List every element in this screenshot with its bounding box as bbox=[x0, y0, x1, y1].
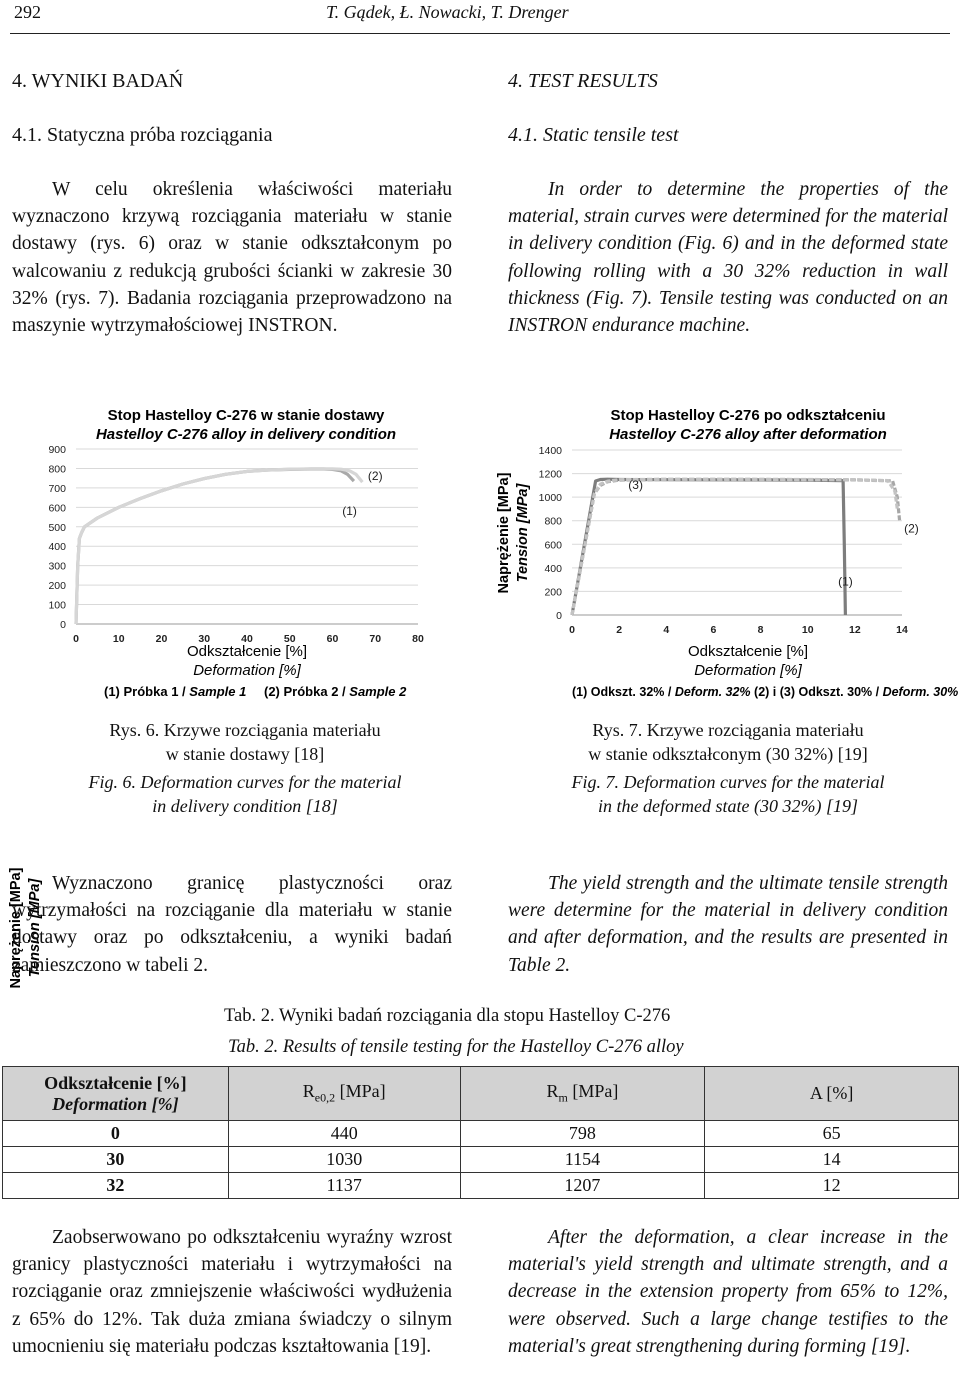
col-header-rm: $R_m$ [MPa] bbox=[460, 1067, 705, 1121]
fig6-annotation-2: (2) bbox=[367, 469, 383, 484]
header-rule bbox=[10, 33, 950, 34]
fig7-xtick-label: 14 bbox=[896, 624, 908, 636]
fig7-annotation-1: (1) bbox=[838, 574, 853, 589]
fig7-legend: (1) Odkszt. 32% / Deform. 32% (2) i (3) Odkszt. 30% / Deform. 30% bbox=[572, 685, 959, 699]
col-header-deformation: Odkształcenie [%] Deformation [%] bbox=[3, 1067, 229, 1121]
fig7-ytick-label: 800 bbox=[544, 515, 562, 528]
fig6-caption bbox=[40, 718, 450, 818]
paragraph-en-1: In order to determine the properties of the material, strain curves were determined for the material in delivery condition (Fig. 6) and in the deformed state following rolling with a 30 32% reduction in wall thickness (Fig. 7). Tensile testing was conducted on an INSTRON endurance machine. bbox=[508, 179, 948, 337]
subsection-heading-pl: 4.1. Statyczna próba rozciągania bbox=[12, 124, 273, 146]
fig6-legend-1: (1) Próbka 1 / Sample 1 bbox=[104, 684, 247, 699]
fig6-xtick-label: 70 bbox=[369, 633, 382, 645]
table-row: 32 1137 1207 12 bbox=[3, 1173, 959, 1199]
paragraph-pl-2: Wyznaczono granicę plastyczności oraz wytrzymałości na rozciąganie dla materiału w stanie dostawy oraz po odkształceniu, a wyniki badań zamieszczono w tabeli 2. bbox=[12, 873, 452, 976]
fig6-ytick-label: 0 bbox=[60, 619, 66, 631]
fig6-caption-en-1: Fig. 6. Deformation curves for the material bbox=[88, 772, 402, 792]
fig6-caption-en-2: in delivery condition [18] bbox=[152, 796, 338, 816]
fig6-xtick-label: 30 bbox=[198, 633, 211, 645]
fig7-xtick-label: 10 bbox=[801, 624, 814, 636]
fig7-subtitle: Hastelloy C-276 alloy after deformation bbox=[609, 426, 887, 443]
fig6-ytick-label: 200 bbox=[48, 580, 66, 593]
paragraph-en-3: After the deformation, a clear increase in the material's yield strength and ultimate strength, and a decrease in the extension property from 65% to 12%, were observed. Such a large change testifies to the material's great strengthening during forming [19]. bbox=[508, 1227, 948, 1357]
fig7-ytick-label: 200 bbox=[544, 586, 562, 599]
fig7-caption-pl-1: Rys. 7. Krzywe rozciągania materiału bbox=[592, 720, 864, 740]
col-header-a: A [%] bbox=[705, 1067, 959, 1121]
fig6-ytick-label: 800 bbox=[48, 463, 66, 476]
fig6-ylabel-en: Tension [MPa] bbox=[27, 878, 43, 978]
fig7-xlabel-en: Deformation [%] bbox=[694, 662, 802, 679]
fig7-ylabel: Naprężenie [MPa] bbox=[496, 472, 512, 594]
fig7-series-3 bbox=[572, 479, 897, 615]
section-heading-pl: 4. WYNIKI BADAŃ bbox=[12, 70, 184, 92]
fig7-ytick-label: 1200 bbox=[538, 468, 562, 481]
paragraph-pl-3: Zaobserwowano po odkształceniu wyraźny wzrost granicy plastyczności materiału i wytrzymałości na rozciąganie oraz zmniejszenie właściwości wydłużenia z 65% do 12%. Tak duża zmiana świadczy o silnym umocnieniu się materiału podczas kształtowania [19]. bbox=[12, 1227, 452, 1357]
fig7-xtick-label: 4 bbox=[663, 624, 670, 636]
fig7-ytick-label: 600 bbox=[544, 539, 562, 552]
subsection-heading-en: 4.1. Static tensile test bbox=[508, 124, 679, 146]
results-table bbox=[2, 1066, 959, 1199]
figure-7-chart bbox=[490, 400, 959, 705]
table-caption-pl: Tab. 2. Wyniki badań rozciągania dla stopu Hastelloy C-276 bbox=[224, 1006, 671, 1026]
fig6-ytick-label: 700 bbox=[48, 482, 66, 495]
fig7-ytick-label: 0 bbox=[556, 610, 562, 622]
fig6-ytick-label: 600 bbox=[48, 502, 66, 515]
fig7-ytick-label: 400 bbox=[544, 562, 562, 575]
fig6-xlabel-en: Deformation [%] bbox=[193, 662, 301, 679]
fig7-ytick-label: 1400 bbox=[538, 445, 562, 457]
fig7-title: Stop Hastelloy C-276 po odkształceniu bbox=[610, 407, 886, 424]
fig6-ylabel: Naprężenie [MPa] bbox=[8, 867, 24, 989]
fig7-caption-en-2: in the deformed state (30 32%) [19] bbox=[598, 796, 858, 816]
fig6-xtick-label: 10 bbox=[112, 633, 125, 645]
fig7-series-1 bbox=[572, 479, 845, 615]
table-caption-en: Tab. 2. Results of tensile testing for the Hastelloy C-276 alloy bbox=[228, 1037, 684, 1057]
fig6-xlabel: Odkształcenie [%] bbox=[186, 643, 308, 660]
fig7-ylabel-en: Tension [MPa] bbox=[515, 483, 531, 583]
fig7-series-2 bbox=[572, 477, 900, 616]
table-row: 0 440 798 65 bbox=[3, 1121, 959, 1147]
fig7-xtick-label: 12 bbox=[849, 624, 861, 636]
fig6-xtick-label: 20 bbox=[155, 633, 168, 645]
fig6-xtick-label: 60 bbox=[326, 633, 339, 645]
fig7-xlabel: Odkształcenie [%] bbox=[687, 643, 809, 660]
fig7-xtick-label: 0 bbox=[569, 624, 575, 636]
fig7-xtick-label: 8 bbox=[757, 624, 764, 636]
fig6-annotation-1: (1) bbox=[342, 504, 357, 519]
fig6-xtick-label: 40 bbox=[241, 633, 253, 645]
fig6-xtick-label: 50 bbox=[283, 633, 296, 645]
section-heading-en: 4. TEST RESULTS bbox=[508, 70, 658, 92]
fig6-title: Stop Hastelloy C-276 w stanie dostawy bbox=[107, 407, 385, 424]
fig6-caption-pl-1: Rys. 6. Krzywe rozciągania materiału bbox=[109, 720, 381, 740]
fig7-ytick-label: 1000 bbox=[538, 492, 562, 505]
fig7-annotation-2: (2) bbox=[904, 521, 919, 536]
paragraph-pl-1: W celu określenia właściwości materiału wyznaczono krzywą rozciągania materiału w stanie dostawy (rys. 6) oraz w stanie odkształconym po walcowaniu z redukcją grubości ścianki w zakresie 30 32% (rys. 7). Badania rozciągania przeprowadzono na maszynie wytrzymałościowej INSTRON. bbox=[12, 179, 452, 337]
fig7-xtick-label: 6 bbox=[710, 624, 717, 636]
fig6-legend-2: (2) Próbka 2 / Sample 2 bbox=[264, 684, 407, 699]
page-number: 292 bbox=[14, 2, 41, 22]
fig7-caption bbox=[523, 718, 933, 818]
fig6-ytick-label: 900 bbox=[48, 444, 66, 456]
running-header-authors: T. Gądek, Ł. Nowacki, T. Drenger bbox=[326, 2, 569, 22]
col-header-re: $R_{e0,2}$ [MPa] bbox=[228, 1067, 460, 1121]
fig6-caption-pl-2: w stanie dostawy [18] bbox=[165, 744, 325, 764]
fig7-caption-pl-2: w stanie odkształconym (30 32%) [19] bbox=[588, 744, 868, 764]
fig6-ytick-label: 500 bbox=[48, 521, 66, 534]
fig6-xtick-label: 80 bbox=[412, 633, 424, 645]
table-row: 30 1030 1154 14 bbox=[3, 1147, 959, 1173]
fig7-caption-en-1: Fig. 7. Deformation curves for the material bbox=[571, 772, 885, 792]
fig7-annotation-3: (3) bbox=[628, 477, 643, 492]
fig6-ytick-label: 300 bbox=[48, 560, 66, 573]
fig6-subtitle: Hastelloy C-276 alloy in delivery condition bbox=[95, 426, 397, 443]
fig7-xtick-label: 2 bbox=[616, 624, 623, 636]
fig6-ytick-label: 100 bbox=[48, 599, 66, 612]
paragraph-en-2: The yield strength and the ultimate tensile strength were determine for the material in delivery condition and after deformation, and the results are presented in Table 2. bbox=[508, 873, 948, 976]
fig6-xtick-label: 0 bbox=[73, 633, 79, 645]
fig6-ytick-label: 400 bbox=[48, 541, 66, 554]
